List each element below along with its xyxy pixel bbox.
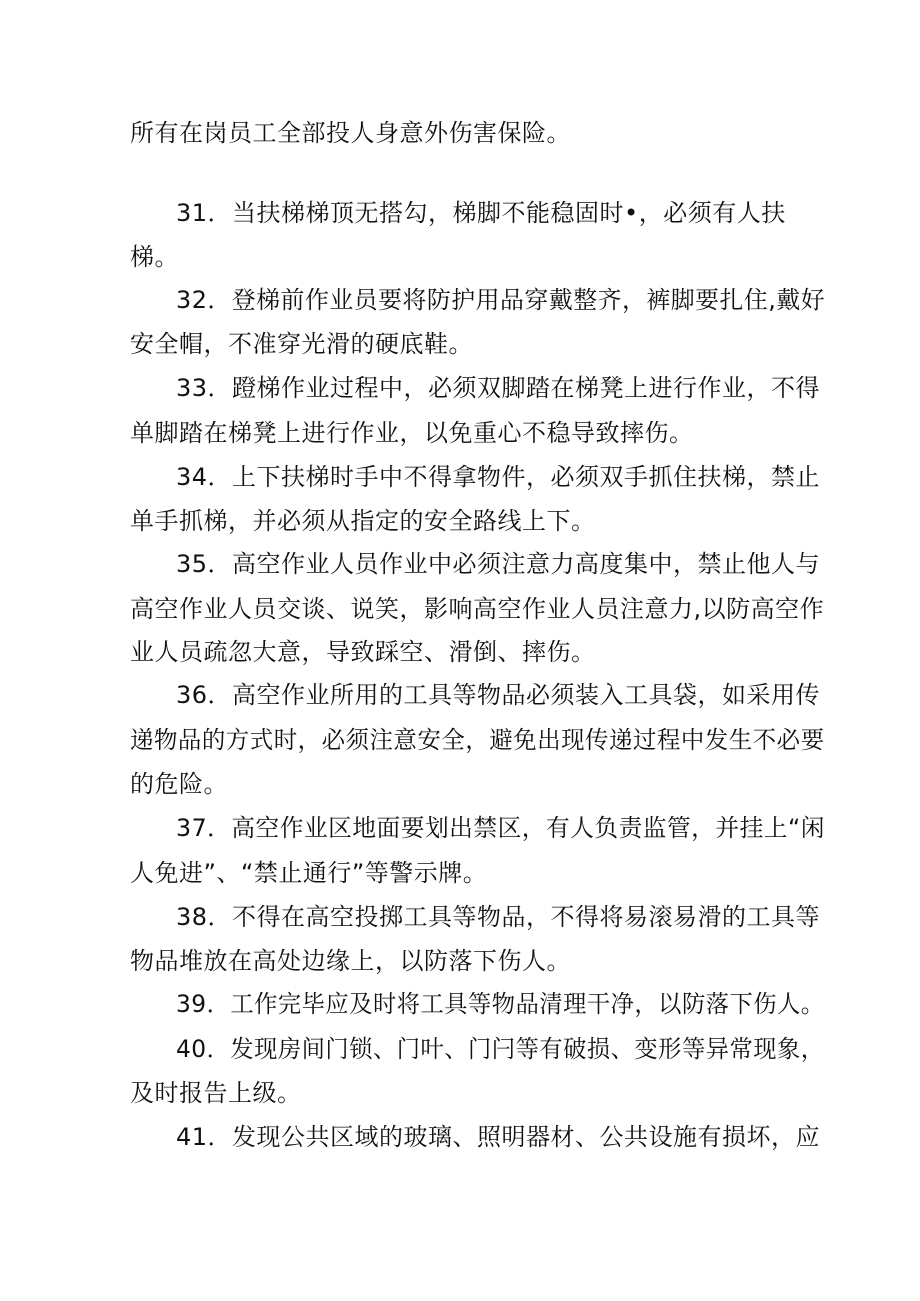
text-line: 梯。 (130, 243, 179, 271)
text-line: 物品堆放在高处边缘上，以防落下伤人。 (130, 947, 571, 975)
text-line: 高空作业人员交谈、说笑，影响高空作业人员注意力,以防高空作 (130, 595, 825, 623)
text-line: 的危险。 (130, 770, 228, 798)
text-line: 37．高空作业区地面要划出禁区，有人负责监管，并挂上“闲 (176, 814, 825, 842)
text-line: 40．发现房间门锁、门叶、门闩等有破损、变形等异常现象， (176, 1035, 825, 1063)
text-line: 36．高空作业所用的工具等物品必须装入工具袋，如采用传 (176, 681, 821, 709)
text-line: 及时报告上级。 (130, 1079, 302, 1107)
text-line: 34．上下扶梯时手中不得拿物件，必须双手抓住扶梯，禁止 (176, 463, 821, 491)
text-line: 单手抓梯，并必须从指定的安全路线上下。 (130, 507, 596, 535)
text-line: 安全帽，不准穿光滑的硬底鞋。 (130, 330, 473, 358)
text-line: 所有在岗员工全部投人身意外伤害保险。 (130, 119, 571, 147)
text-line: 递物品的方式时，必须注意安全，避免出现传递过程中发生不必要 (130, 726, 825, 754)
text-line: 31．当扶梯梯顶无搭勾，梯脚不能稳固时•，必须有人扶 (176, 199, 786, 227)
text-line: 业人员疏忽大意，导致踩空、滑倒、摔伤。 (130, 638, 596, 666)
text-line: 33．蹬梯作业过程中，必须双脚踏在梯凳上进行作业，不得 (176, 374, 821, 402)
text-line: 38．不得在高空投掷工具等物品，不得将易滚易滑的工具等 (176, 903, 821, 931)
text-line: 人免进”、“禁止通行”等警示牌。 (130, 859, 488, 887)
text-line: 41．发现公共区域的玻璃、照明器材、公共设施有损坏，应 (176, 1123, 821, 1151)
text-line: 单脚踏在梯凳上进行作业，以免重心不稳导致摔伤。 (130, 419, 694, 447)
text-line: 35．高空作业人员作业中必须注意力高度集中，禁止他人与 (176, 550, 821, 578)
text-line: 32．登梯前作业员要将防护用品穿戴整齐，裤脚要扎住,戴好 (176, 286, 826, 314)
text-line: 39．工作完毕应及时将工具等物品清理干净，以防落下伤人。 (176, 990, 825, 1018)
